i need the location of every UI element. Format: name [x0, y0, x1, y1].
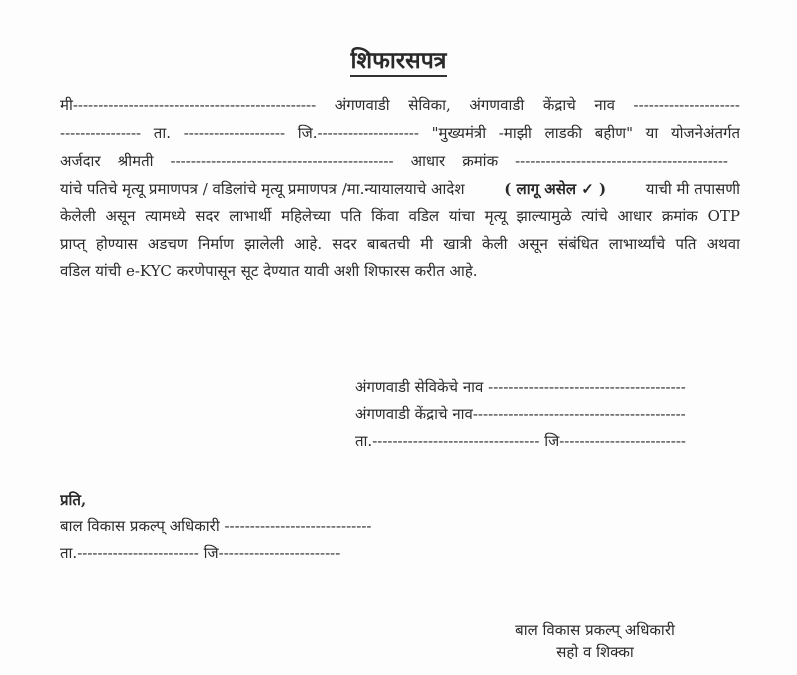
recipient-line-2: ता.------------------------ जि------------------------ [60, 544, 341, 562]
taluka-district-line: ता.--------------------------------- जि------------------------- [355, 432, 686, 450]
anganwadi-worker-name-line: अंगणवाडी सेविकेचे नाव --------------------------------------- [355, 378, 686, 396]
applicable-mark: ( लागू असेल ✓ ) [504, 180, 607, 198]
body-line-4 [60, 178, 740, 200]
recipient-heading: प्रति, [60, 491, 87, 509]
body-line-6: प्राप्त् होण्यास अडचण निर्माण झालेली आहे. सदर बाबतची मी खात्री केली असून संबंधित लाभार्थ्यांचे पति अथवा [60, 235, 740, 253]
anganwadi-centre-name-line: अंगणवाडी केंद्राचे नाव------------------------------------------ [355, 405, 686, 423]
body-line-2: ---------------- ता. -------------------- जि.-------------------- "मुख्यमंत्री -माझी लाडकी बहीण" या योजनेअंतर्गत [60, 124, 740, 142]
body-line-1: मी------------------------------------------------ अंगणवाडी सेविका, अंगणवाडी केंद्राचे नाव --------------------- [60, 96, 740, 114]
body-line-3: अर्जदार श्रीमती -------------------------------------------- आधार क्रमांक ------------------------------------------ [60, 152, 728, 170]
signature-and-seal: सहो व शिक्का [556, 643, 634, 661]
body-line-4-tail: याची मी तपासणी [645, 180, 740, 198]
body-line-4-text: यांचे पतिचे मृत्यू प्रमाणपत्र / वडिलांचे मृत्यू प्रमाणपत्र /मा.न्यायालयाचे आदेश [60, 180, 465, 198]
body-line-5: केलेली असून त्यामध्ये सदर लाभार्थी महिलेच्या पति किंवा वडिल यांचा मृत्यू झाल्यामुळे त्यांचे आधार क्रमांक OTP [60, 207, 740, 225]
page-title: शिफारसपत्र [0, 46, 797, 76]
recipient-line-1: बाल विकास प्रकल्प् अधिकारी ----------------------------- [60, 517, 372, 535]
body-line-7: वडिल यांची e-KYC करणेपासून सूट देण्यात यावी अशी शिफारस करीत आहे. [60, 262, 478, 280]
officer-designation: बाल विकास प्रकल्प् अधिकारी [515, 621, 675, 639]
